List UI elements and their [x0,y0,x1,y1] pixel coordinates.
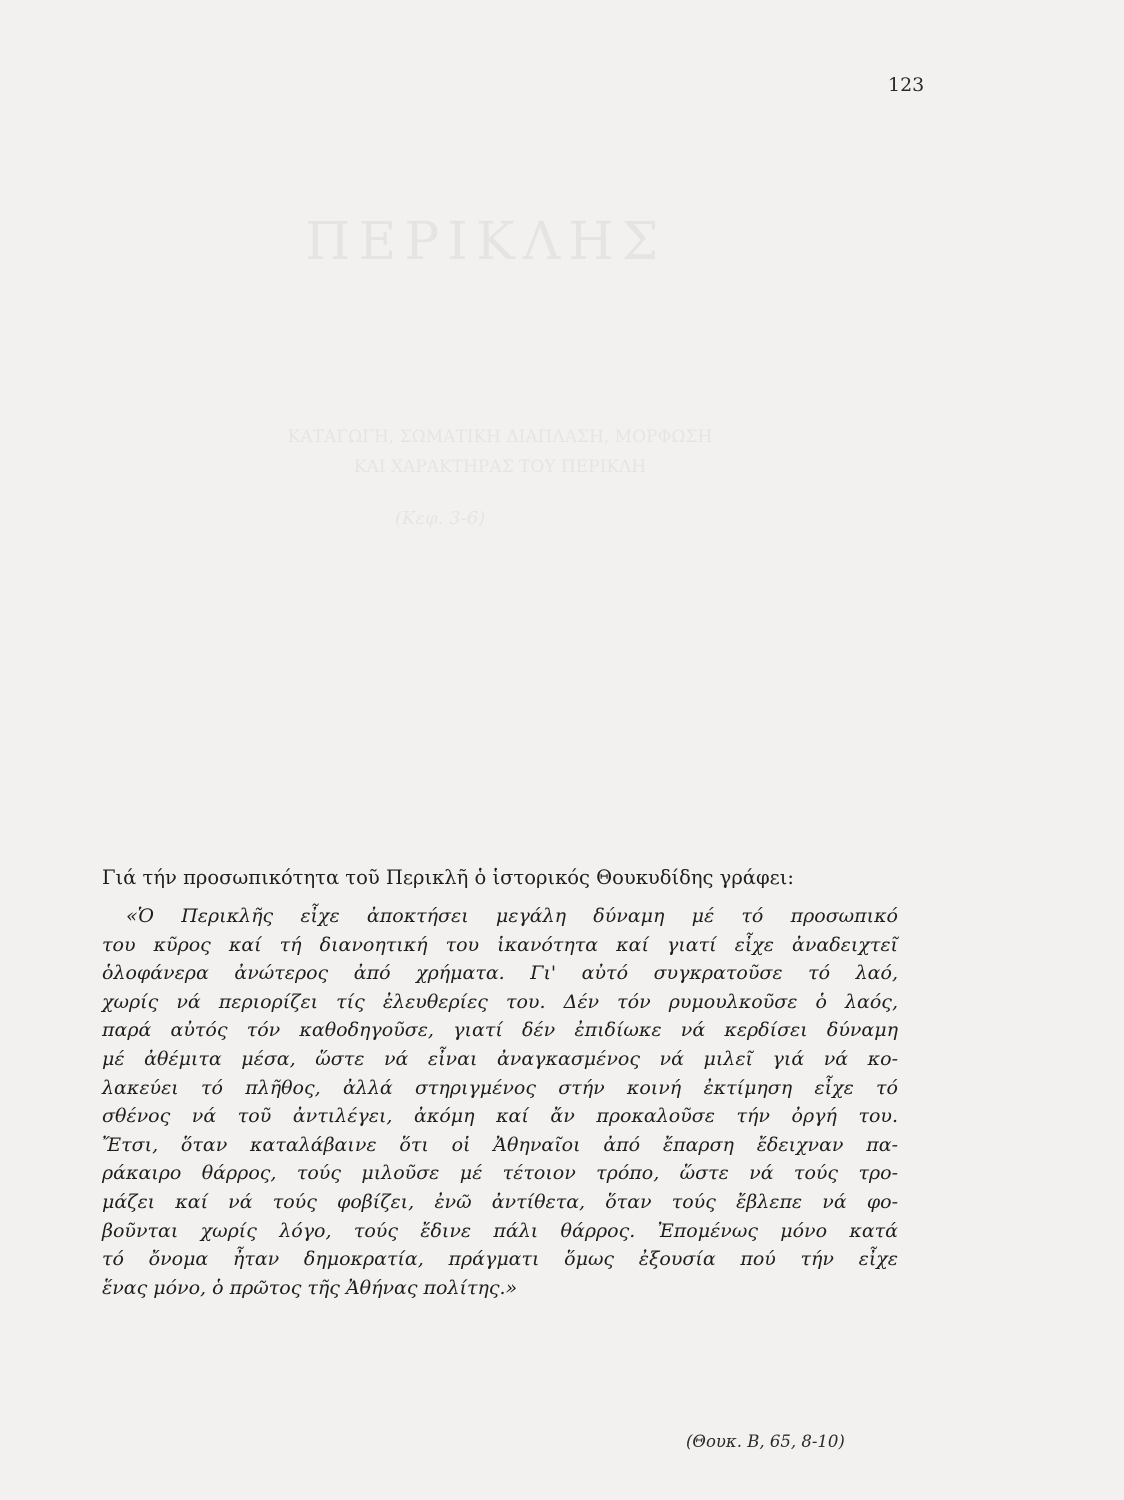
quote-line: σθένος νά τοῦ ἀντιλέγει, ἀκόμη καί ἄν προκαλοῦσε τήν ὀργή του. [102,1105,898,1128]
show-through-subtitle-line-2: ΚΑΙ ΧΑΡΑΚΤΗΡΑΣ ΤΟΥ ΠΕΡΙΚΛΗ [353,457,647,477]
show-through-chapter-ref: (Κεφ. 3-6) [395,508,486,529]
quote-line: ράκαιρο θάρρος, τούς μιλοῦσε μέ τέτοιον τρόπο, ὥστε νά τούς τρο- [102,1162,898,1185]
quote-line: μέ ἀθέμιτα μέσα, ὥστε νά εἶναι ἀναγκασμένος νά μιλεῖ γιά νά κο- [102,1047,898,1070]
page-number: 123 [888,74,925,96]
quote-line: Ἔτσι, ὅταν καταλάβαινε ὅτι οἱ Ἀθηναῖοι ἀπό ἔπαρση ἔδειχναν πα- [102,1133,898,1156]
show-through-subtitle-line-1: ΚΑΤΑΓΩΓΗ, ΣΩΜΑΤΙΚΗ ΔΙΑΠΛΑΣΗ, ΜΟΡΦΩΣΗ [287,427,713,447]
citation: (Θουκ. Β, 65, 8-10) [686,1432,845,1451]
show-through-title: ΠΕΡΙΚΛΗΣ [305,212,667,272]
quote-line: λακεύει τό πλῆθος, ἀλλά στηριγμένος στήν κοινή ἐκτίμηση εἶχε τό [102,1076,898,1099]
quote-line: τό ὄνομα ἦταν δημοκρατία, πράγματι ὅμως ἐξουσία πού τήν εἶχε [102,1248,898,1271]
intro-paragraph: Γιά τήν προσωπικότητα τοῦ Περικλῆ ὁ ἱστορικός Θουκυδίδης γράφει: [102,866,794,889]
quote-line: «Ὁ Περικλῆς εἶχε ἀποκτήσει μεγάλη δύναμη μέ τό προσωπικό [126,905,898,927]
thucydides-quote [102,902,898,1302]
quote-line: μάζει καί νά τούς φοβίζει, ἐνῶ ἀντίθετα, ὅταν τούς ἔβλεπε νά φο- [102,1190,898,1213]
show-through-subtitle [180,422,820,482]
quote-line: χωρίς νά περιορίζει τίς ἐλευθερίες του. Δέν τόν ρυμουλκοῦσε ὁ λαός, [102,990,898,1013]
quote-line: ἕνας μόνο, ὁ πρῶτος τῆς Ἀθήνας πολίτης.» [102,1276,518,1299]
quote-line: βοῦνται χωρίς λόγο, τούς ἔδινε πάλι θάρρος. Ἐπομένως μόνο κατά [102,1219,898,1242]
quote-line: παρά αὐτός τόν καθοδηγοῦσε, γιατί δέν ἐπιδίωκε νά κερδίσει δύναμη [102,1019,898,1042]
quote-line: ὁλοφάνερα ἀνώτερος ἀπό χρήματα. Γι' αὐτό συγκρατοῦσε τό λαό, [102,962,898,985]
quote-line: του κῦρος καί τή διανοητική του ἱκανότητα καί γιατί εἶχε ἀναδειχτεῖ [102,933,898,956]
main-text [102,864,898,1302]
